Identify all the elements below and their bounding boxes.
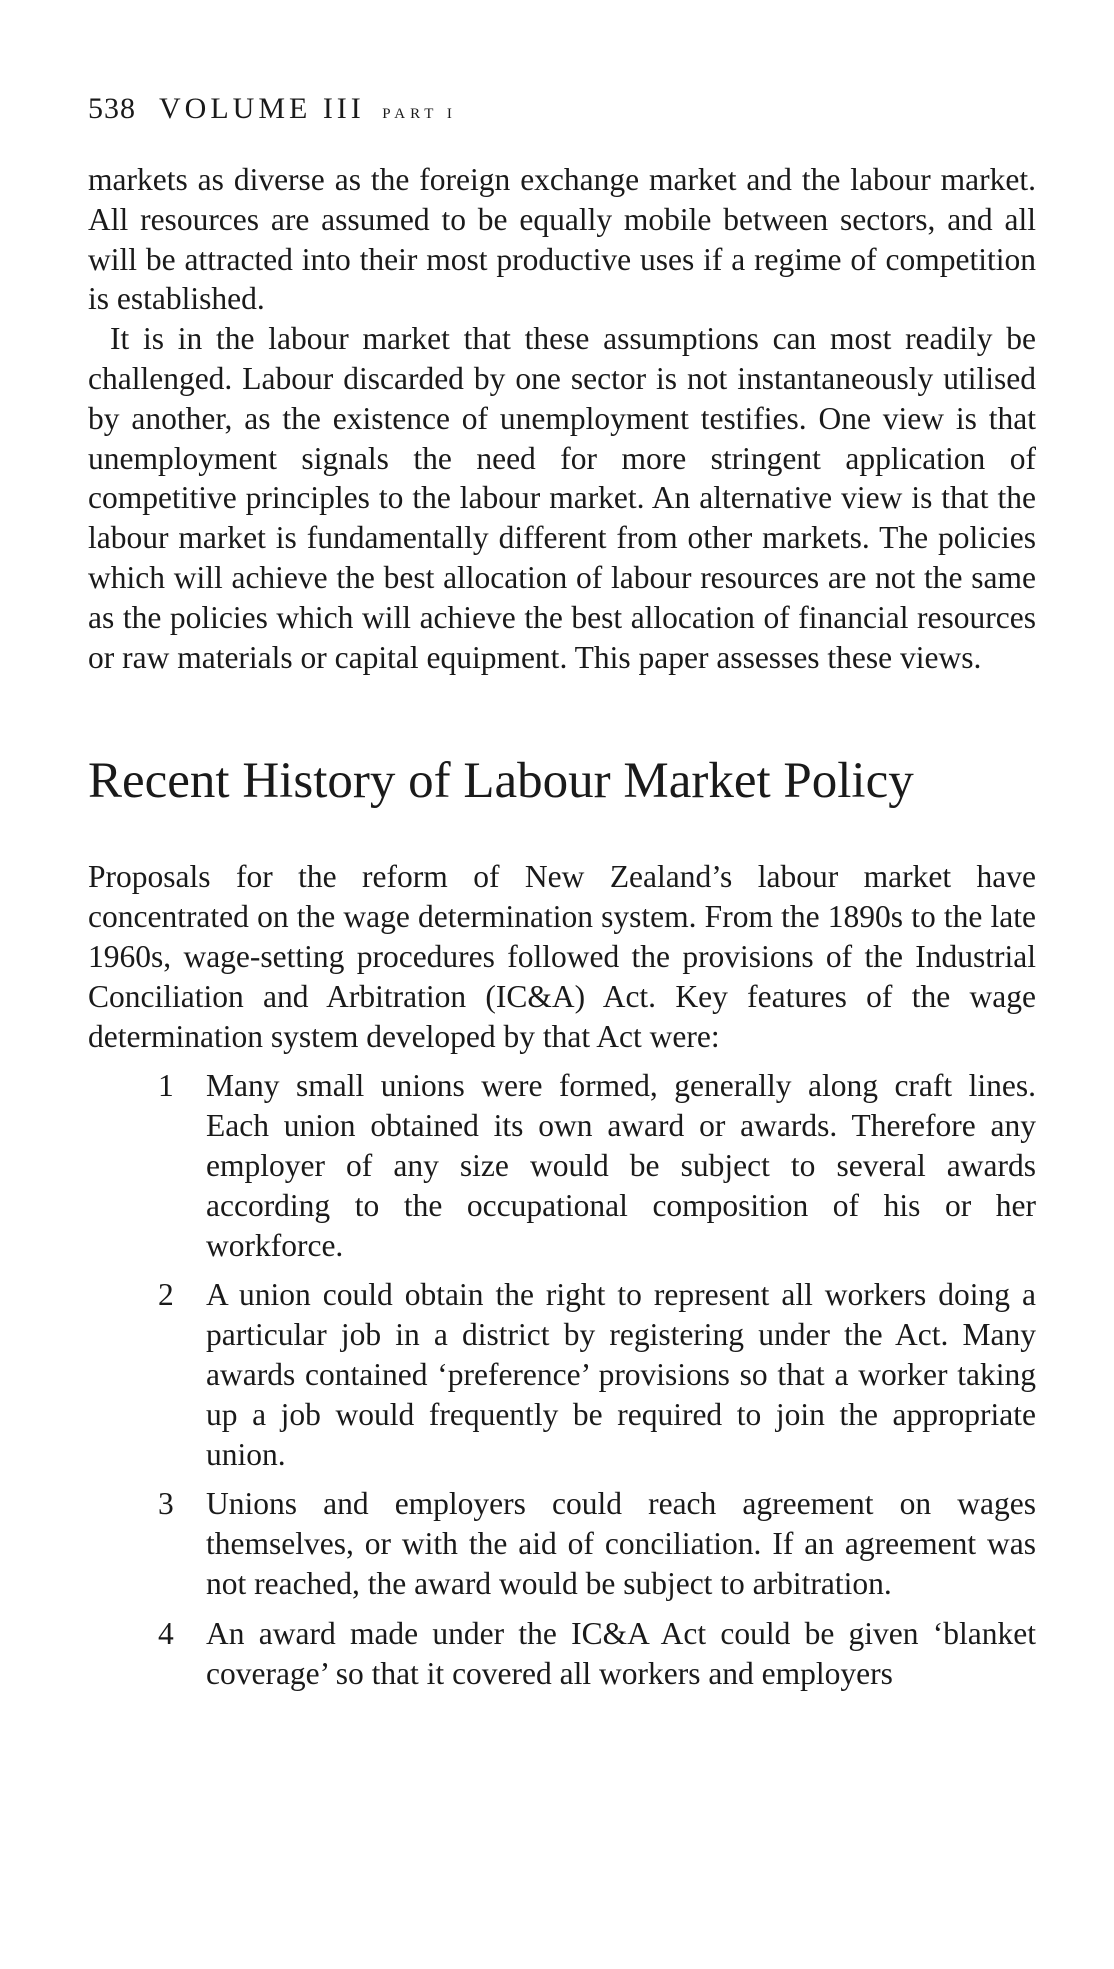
section-paragraph-1: Proposals for the reform of New Zealand’s labour market have concentrated on the wage determination system. From the 1890s to the late 1960s, wage-setting procedures followed the provisions of the Industrial Conciliation and Arbitration (IC&A) Act. Key features of the wage determination system developed by that Act were: [88, 859, 1036, 1054]
list-item-number: 1 [158, 1068, 174, 1104]
list-item-text: Unions and employers could reach agreement on wages themselves, or with the aid of conciliation. If an agreement was not reached, the award would be subject to arbitration. [206, 1486, 1036, 1601]
page [88, 94, 1036, 1693]
list-item-text: An award made under the IC&A Act could be given ‘blanket coverage’ so that it covered all workers and employers [206, 1615, 1036, 1691]
volume-label: VOLUME III [159, 92, 365, 125]
list-item-number: 3 [158, 1486, 174, 1522]
list-item [88, 1275, 1036, 1474]
list-item [88, 1066, 1036, 1265]
page-number: 538 [88, 92, 136, 125]
part-label: PART I [382, 106, 457, 122]
list-item-text: Many small unions were formed, generally along craft lines. Each union obtained its own award or awards. Therefore any employer of any size would be subject to several awards according to the occupational composition of his or her workforce. [206, 1068, 1036, 1263]
intro-paragraph-2: It is in the labour market that these assumptions can most readily be challenged. Labour discarded by one sector is not instantaneously utilised by another, as the existence of unemployment testifies. One view is that unemployment signals the need for more stringent application of competitive principles to the labour market. An alternative view is that the labour market is fundamentally different from other markets. The policies which will achieve the best allocation of labour resources are not the same as the policies which will achieve the best allocation of financial resources or raw materials or capital equipment. This paper assesses these views. [88, 321, 1036, 675]
list-item [88, 1614, 1036, 1694]
feature-list [88, 1066, 1036, 1693]
list-item-number: 4 [158, 1615, 174, 1651]
section-heading: Recent History of Labour Market Policy [88, 753, 914, 810]
list-item-text: A union could obtain the right to represent all workers doing a particular job in a district by registering under the Act. Many awards contained ‘preference’ provisions so that a worker taking up a job would frequently be required to join the appropriate union. [206, 1277, 1036, 1472]
intro-paragraph-1: markets as diverse as the foreign exchange market and the labour market. All resources are assumed to be equally mobile between sectors, and all will be attracted into their most productive uses if a regime of competition is established. [88, 162, 1036, 317]
list-item-number: 2 [158, 1277, 174, 1313]
running-head [88, 94, 1036, 134]
list-item [88, 1484, 1036, 1603]
